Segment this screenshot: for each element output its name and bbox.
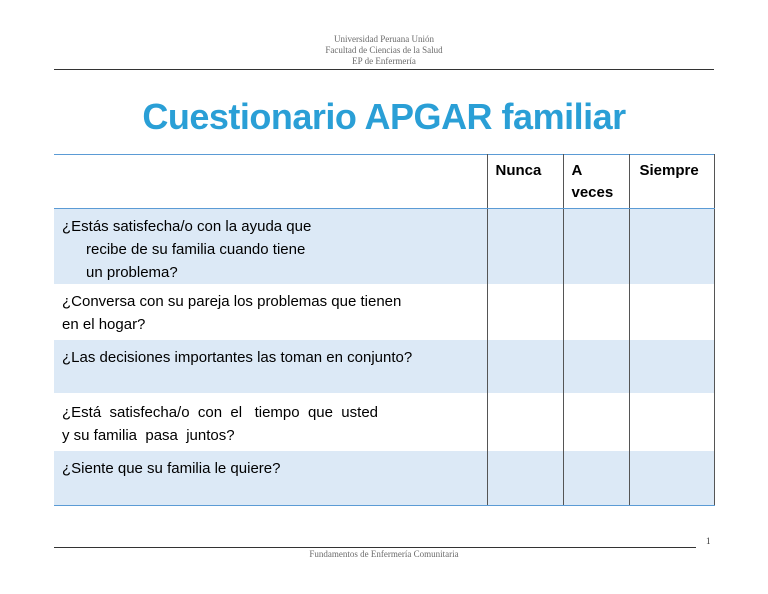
table-row (54, 284, 714, 340)
answer-cell-nunca[interactable] (487, 451, 563, 505)
table-row (54, 209, 714, 285)
answer-cell-siempre[interactable] (629, 451, 714, 505)
header-a-veces-line1: A (571, 162, 583, 179)
table-row (54, 393, 714, 451)
footer-divider (54, 547, 696, 548)
question-4: ¿Está satisfecha/o con el tiempo que usted y su familia pasa juntos? (54, 393, 487, 451)
header-faculty: Facultad de Ciencias de la Salud (325, 45, 443, 55)
answer-cell-a-veces[interactable] (563, 209, 629, 285)
answer-cell-a-veces[interactable] (563, 451, 629, 505)
header-university: Universidad Peruana Unión (334, 34, 434, 44)
answer-cell-a-veces[interactable] (563, 340, 629, 393)
page-footer: Fundamentos de Enfermería Comunitaria (309, 549, 459, 559)
answer-cell-siempre[interactable] (629, 393, 714, 451)
page-number: 1 (706, 536, 711, 546)
answer-cell-nunca[interactable] (487, 284, 563, 340)
question-1: ¿Estás satisfecha/o con la ayuda que recibe de su familia cuando tiene un problema? (54, 209, 487, 285)
answer-cell-nunca[interactable] (487, 393, 563, 451)
answer-cell-siempre[interactable] (629, 284, 714, 340)
question-3: ¿Las decisiones importantes las toman en conjunto? (54, 340, 487, 393)
answer-cell-siempre[interactable] (629, 340, 714, 393)
answer-cell-a-veces[interactable] (563, 393, 629, 451)
answer-cell-nunca[interactable] (487, 209, 563, 285)
header-a-veces (563, 155, 629, 209)
question-2: ¿Conversa con su pareja los problemas que tienen en el hogar? (54, 284, 487, 340)
page-header (0, 34, 768, 67)
page-title: Cuestionario APGAR familiar (142, 96, 626, 137)
answer-cell-nunca[interactable] (487, 340, 563, 393)
header-nunca: Nunca (487, 155, 563, 209)
apgar-table (54, 154, 715, 506)
header-divider (54, 69, 714, 70)
header-question (54, 155, 487, 209)
header-a-veces-line2: veces (571, 184, 614, 201)
header-siempre: Siempre (629, 155, 714, 209)
table-row (54, 340, 714, 393)
header-school: EP de Enfermería (352, 56, 416, 66)
table-row (54, 451, 714, 505)
question-5: ¿Siente que su familia le quiere? (54, 451, 487, 505)
table-header-row (54, 155, 714, 209)
answer-cell-siempre[interactable] (629, 209, 714, 285)
answer-cell-a-veces[interactable] (563, 284, 629, 340)
